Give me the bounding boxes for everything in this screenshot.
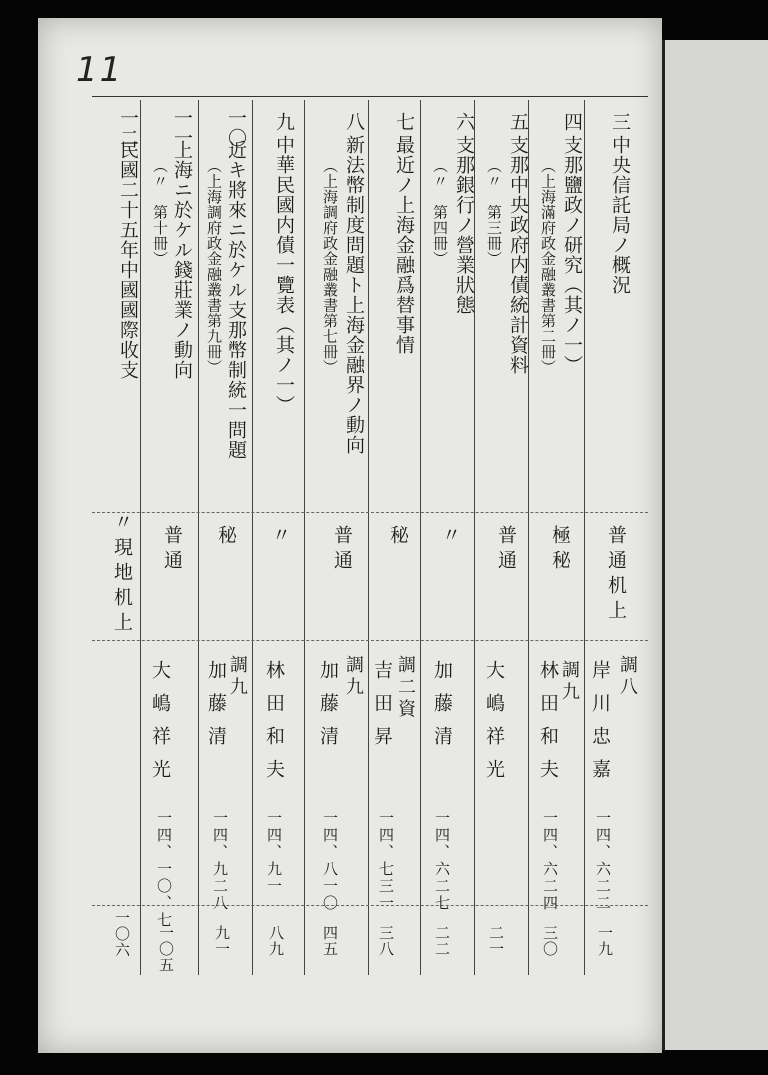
entry-9-title: 中華民國内債一覽表（其ノ一） (273, 135, 295, 415)
entry-11-pages: 一〇五 (157, 925, 175, 973)
column-line (140, 100, 141, 975)
entry-3-classification: 普通机上 (605, 525, 627, 625)
entry-9-date: 一四、九一 (265, 810, 283, 895)
entry-11-classification: 普通 (161, 525, 183, 575)
entry-10-department: 調九 (227, 655, 248, 699)
entry-11-author: 大嶋祥光 (149, 660, 171, 792)
entry-5-author: 大嶋祥光 (483, 660, 505, 792)
entry-11-title: 上海ニ於ケル錢莊業ノ動向 (171, 140, 193, 380)
entry-5-title: 支那中央政府内債統計資料 (507, 135, 529, 375)
column-line (420, 100, 421, 975)
entry-11-subtitle: （〃 第十冊） (151, 158, 169, 267)
entry-8-classification: 普通 (331, 525, 353, 575)
entry-7-classification: 秘 (387, 525, 409, 550)
column-line (584, 100, 585, 975)
entry-7-date: 一四、七三一 (377, 810, 395, 912)
entry-7-number: 七 (393, 112, 415, 132)
entry-9-pages: 八九 (267, 925, 285, 957)
entry-12-title: 民國二十五年中國國際收支 (117, 140, 139, 380)
entry-5-pages: 二一 (487, 925, 505, 957)
entry-3-pages: 一九 (596, 925, 614, 957)
entry-4-classification: 極秘 (549, 525, 571, 575)
entry-8-author: 加藤清 (317, 660, 339, 759)
entry-8-number: 八 (343, 112, 365, 132)
entry-3-title: 中央信託局ノ概況 (609, 135, 631, 295)
entry-3-date: 一四、六二二 (594, 810, 612, 912)
entry-6-title: 支那銀行ノ營業狀態 (453, 135, 475, 315)
entry-10-date: 一四、九二八 (211, 810, 229, 912)
page-number: 11 (76, 50, 124, 90)
entry-4-author: 林田和夫 (537, 660, 559, 792)
entry-6-number: 六 (453, 112, 475, 132)
entry-7-pages: 三八 (377, 925, 395, 957)
entry-8-pages: 四五 (321, 925, 339, 957)
entry-10-title: 近キ將來ニ於ケル支那幣制統一問題 (225, 140, 247, 460)
entry-11-number: 一一 (171, 108, 193, 148)
entry-8-title: 新法幣制度問題ト上海金融界ノ動向 (343, 135, 365, 455)
entry-7-department: 調二資 (395, 655, 416, 721)
entry-5-subtitle: （〃 第三冊） (485, 158, 503, 267)
entry-10-pages: 九一 (213, 925, 231, 957)
entry-6-author: 加藤清 (431, 660, 453, 759)
entry-4-pages: 三〇 (541, 925, 559, 957)
adjacent-page (662, 40, 768, 1050)
entry-11-date: 一四、一〇、七 (155, 810, 173, 929)
entry-12-number: 一二 (117, 108, 139, 148)
column-line (304, 100, 305, 975)
section-divider (92, 512, 648, 513)
column-line (198, 100, 199, 975)
entry-12-classification: 〃現地机上 (111, 512, 133, 637)
entry-6-subtitle: （〃 第四冊） (431, 158, 449, 267)
entry-9-classification: 〃 (269, 525, 291, 550)
entry-8-subtitle: （上海調府政金融叢書第七冊） (321, 158, 339, 375)
entry-10-classification: 秘 (215, 525, 237, 550)
entry-4-date: 一四、六二四 (541, 810, 559, 912)
entry-3-number: 三 (609, 112, 631, 132)
entry-9-author: 林田和夫 (263, 660, 285, 792)
entry-10-subtitle: （上海調府政金融叢書第九冊） (205, 158, 223, 375)
column-line (252, 100, 253, 975)
entry-10-number: 一〇 (225, 108, 247, 148)
entry-10-author: 加藤清 (205, 660, 227, 759)
section-divider (92, 640, 648, 641)
column-line (368, 100, 369, 975)
entry-3-author: 岸川忠嘉 (589, 660, 611, 792)
section-divider (92, 905, 648, 906)
entry-3-department: 調八 (617, 655, 638, 699)
entry-7-title: 最近ノ上海金融爲替事情 (393, 135, 415, 355)
entry-6-date: 一四、六二七 (433, 810, 451, 912)
entry-4-subtitle: （上海滿府政金融叢書第二冊） (539, 158, 557, 375)
entry-9-number: 九 (273, 112, 295, 132)
entry-6-pages: 二二 (433, 925, 451, 957)
entry-5-classification: 普通 (495, 525, 517, 575)
entry-4-number: 四 (561, 112, 583, 132)
entry-12-pages: 一〇六 (113, 910, 131, 958)
entry-8-department: 調九 (343, 655, 364, 699)
entry-5-number: 五 (507, 112, 529, 132)
entry-8-date: 一四、八一〇 (321, 810, 339, 912)
entry-7-author: 吉田昇 (371, 660, 393, 759)
top-rule (92, 96, 648, 97)
entry-4-department: 調九 (559, 660, 580, 704)
entry-6-classification: 〃 (439, 525, 461, 550)
entry-4-title: 支那鹽政ノ研究（其ノ一） (561, 135, 583, 375)
